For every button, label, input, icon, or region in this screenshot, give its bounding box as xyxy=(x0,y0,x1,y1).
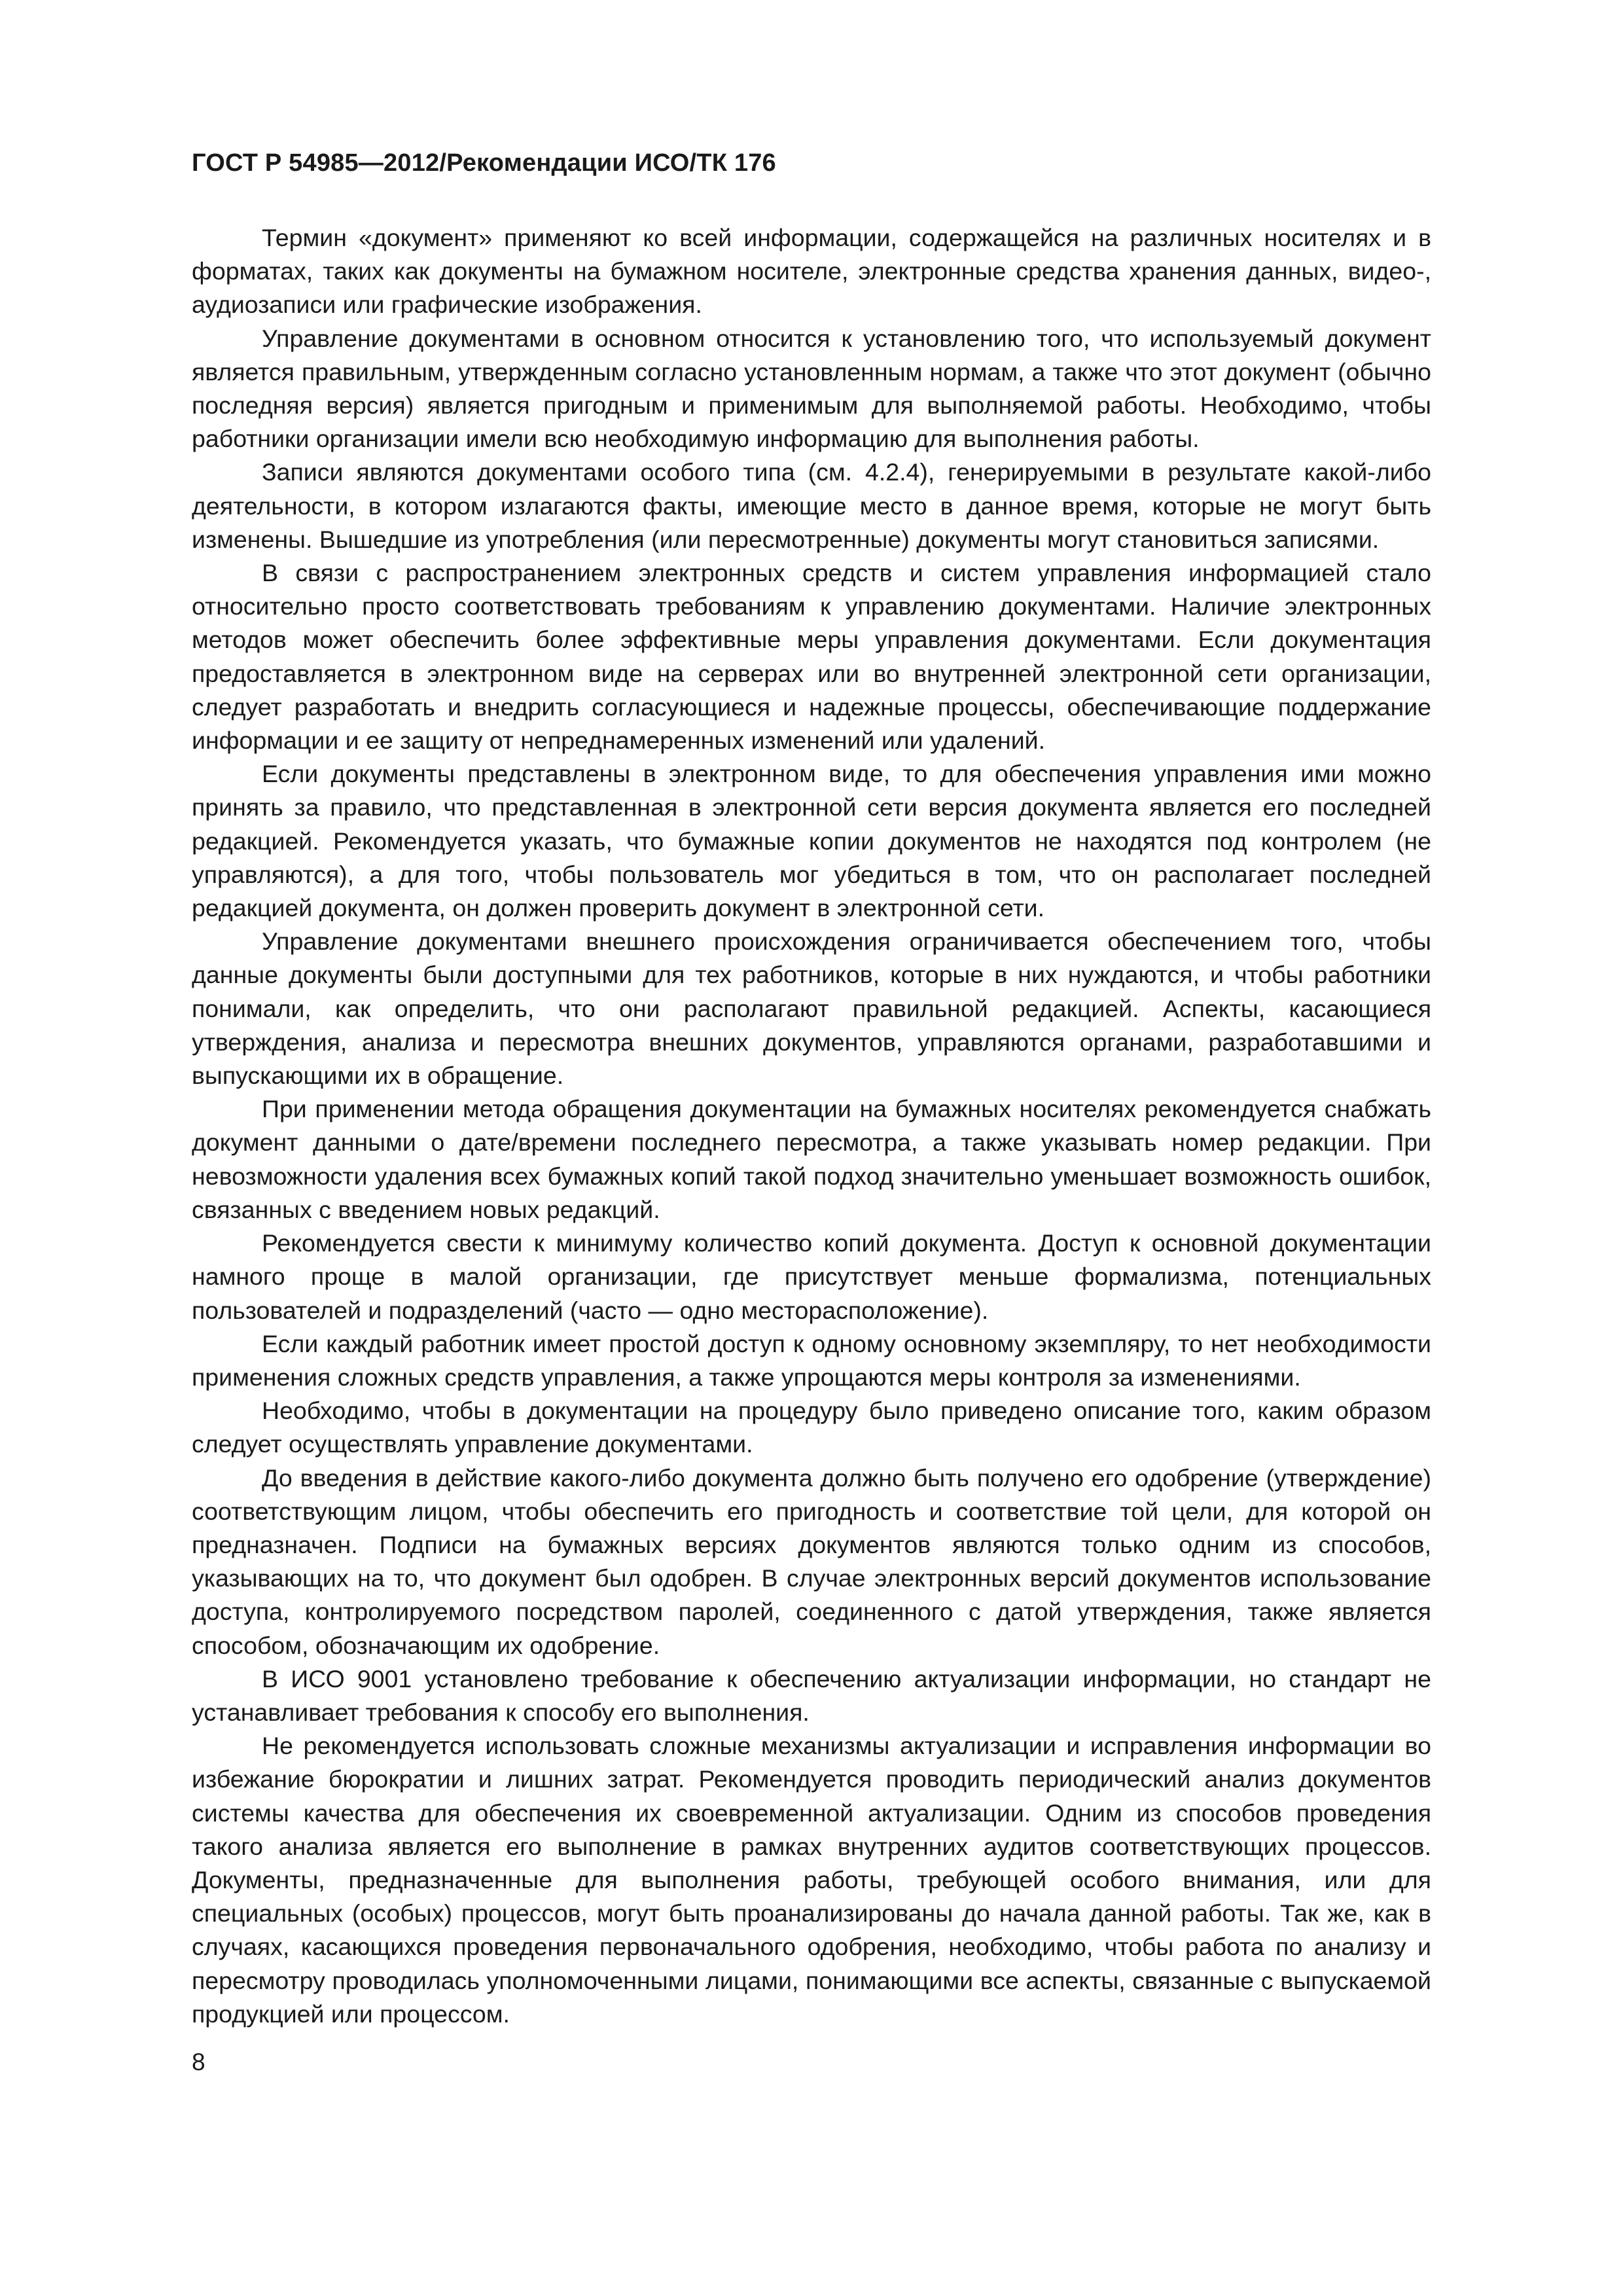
paragraph-9: Если каждый работник имеет простой доступ к одному основному экземпляру, то нет необходимости применения сложных средств управления, а также упрощаются меры контроля за изменениями. xyxy=(192,1329,1431,1391)
paragraph-2: Управление документами в основном относится к установлению того, что используемый документ является правильным, утвержденным согласно установленным нормам, а также что этот документ (обычно последняя версия) является пригодным и применимым для выполняемой работы. Необходимо, чтобы работники организации имели всю необходимую информацию для выполнения работы. xyxy=(192,324,1431,453)
document-body xyxy=(192,221,1431,2031)
page-number: 8 xyxy=(192,2049,205,2075)
document-header: ГОСТ Р 54985—2012/Рекомендации ИСО/ТК 176 xyxy=(192,149,776,177)
paragraph-6: Управление документами внешнего происхождения ограничивается обеспечением того, чтобы данные документы были доступными для тех работников, которые в них нуждаются, и чтобы работники понимали, как определить, что они располагают правильной редакцией. Аспекты, касающиеся утверждения, анализа и пересмотра внешних документов, управляются органами, разработавшими и выпускающими их в обращение. xyxy=(192,927,1431,1090)
paragraph-3: Записи являются документами особого типа (см. 4.2.4), генерируемыми в результате какой-либо деятельности, в котором излагаются факты, имеющие место в данное время, которые не могут быть изменены. Вышедшие из употребления (или пересмотренные) документы могут становиться записями. xyxy=(192,458,1431,553)
paragraph-7: При применении метода обращения документации на бумажных носителях рекомендуется снабжать документ данными о дате/времени последнего пересмотра, а также указывать номер редакции. При невозможности удаления всех бумажных копий такой подход значительно уменьшает возможность ошибок, связанных с введением новых редакций. xyxy=(192,1095,1431,1223)
paragraph-11: До введения в действие какого-либо документа должно быть получено его одобрение (утверждение) соответствующим лицом, чтобы обеспечить его пригодность и соответствие той цели, для которой он предназначен. Подписи на бумажных версиях документов являются только одним из способов, указывающих на то, что документ был одобрен. В случае электронных версий документов использование доступа, контролируемого посредством паролей, соединенного с датой утверждения, также является способом, обозначающим их одобрение. xyxy=(192,1463,1431,1659)
paragraph-10: Необходимо, чтобы в документации на процедуру было приведено описание того, каким образом следует осуществлять управление документами. xyxy=(192,1397,1431,1458)
paragraph-4: В связи с распространением электронных средств и систем управления информацией стало относительно просто соответствовать требованиям к управлению документами. Наличие электронных методов может обеспечить более эффективные меры управления документами. Если документация предоставляется в электронном виде на серверах или во внутренней электронной сети организации, следует разработать и внедрить согласующиеся и надежные процессы, обеспечивающие поддержание информации и ее защиту от непреднамеренных изменений или удалений. xyxy=(192,559,1431,755)
paragraph-12: В ИСО 9001 установлено требование к обеспечению актуализации информации, но стандарт не устанавливает требования к способу его выполнения. xyxy=(192,1664,1431,1726)
paragraph-13: Не рекомендуется использовать сложные механизмы актуализации и исправления информации во избежание бюрократии и лишних затрат. Рекомендуется проводить периодический анализ документов системы качества для обеспечения их своевременной актуализации. Одним из способов проведения такого анализа является его выполнение в рамках внутренних аудитов соответствующих процессов. Документы, предназначенные для выполнения работы, требующей особого внимания, или для специальных (особых) процессов, могут быть проанализированы до начала данной работы. Так же, как в случаях, касающихся проведения первоначального одобрения, необходимо, чтобы работа по анализу и пересмотру проводилась уполномоченными лицами, понимающими все аспекты, связанные с выпускаемой продукцией или процессом. xyxy=(192,1732,1431,2028)
paragraph-1: Термин «документ» применяют ко всей информации, содержащейся на различных носителях и в форматах, таких как документы на бумажном носителе, электронные средства хранения данных, видео-, аудиозаписи или графические изображения. xyxy=(192,224,1431,319)
paragraph-5: Если документы представлены в электронном виде, то для обеспечения управления ими можно принять за правило, что представленная в электронной сети версия документа является его последней редакцией. Рекомендуется указать, что бумажные копии документов не находятся под контролем (не управляются), а для того, чтобы пользователь мог убедиться в том, что он располагает последней редакцией документа, он должен проверить документ в электронной сети. xyxy=(192,760,1431,922)
paragraph-8: Рекомендуется свести к минимуму количество копий документа. Доступ к основной документации намного проще в малой организации, где присутствует меньше формализма, потенциальных пользователей и подразделений (часто — одно месторасположение). xyxy=(192,1229,1431,1324)
